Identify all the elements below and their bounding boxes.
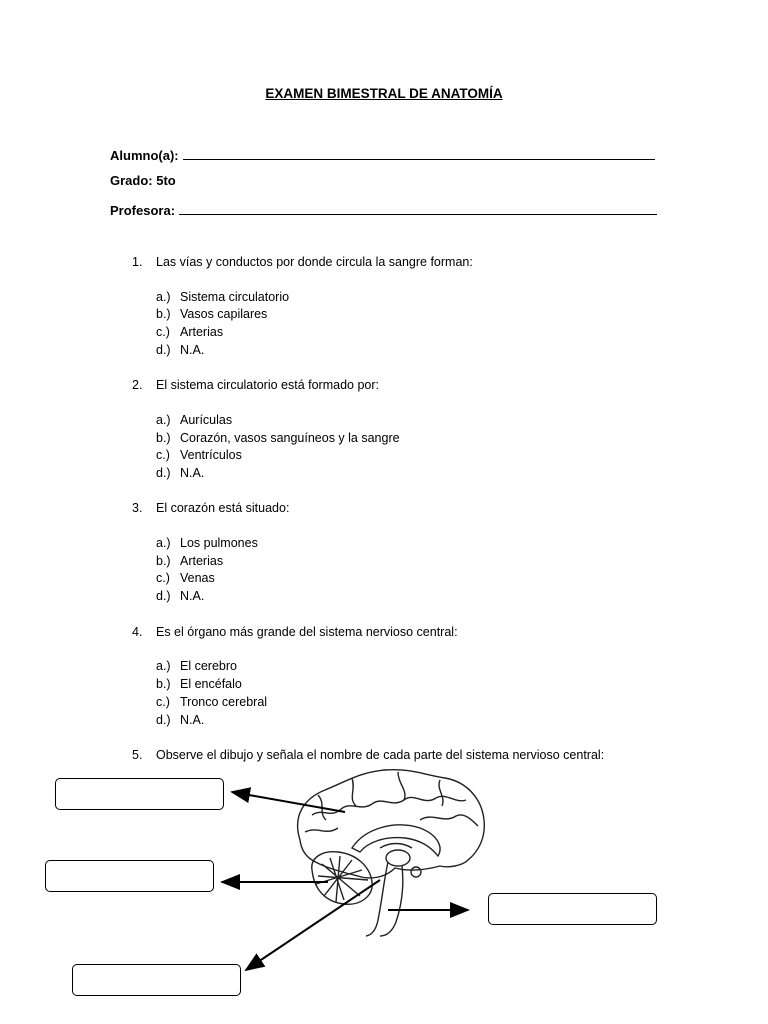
- option-letter: c.): [156, 325, 170, 339]
- option-text: Tronco cerebral: [180, 695, 268, 709]
- option-text: N.A.: [180, 343, 205, 357]
- option-text: Arterias: [180, 554, 224, 568]
- option-letter: d.): [156, 589, 171, 603]
- option-text: El cerebro: [180, 659, 237, 673]
- question-text: Es el órgano más grande del sistema nervioso central:: [156, 625, 458, 639]
- option-letter: d.): [156, 466, 171, 480]
- option-text: Corazón, vasos sanguíneos y la sangre: [180, 431, 400, 445]
- question-text: El corazón está situado:: [156, 501, 290, 515]
- option-text: Sistema circulatorio: [180, 290, 290, 304]
- option-letter: b.): [156, 554, 171, 568]
- option-letter: b.): [156, 677, 171, 691]
- question-text: Observe el dibujo y señala el nombre de cada parte del sistema nervioso central:: [156, 748, 605, 762]
- arrow-to-bottom-left-box: [246, 880, 380, 970]
- grado-label: Grado: 5to: [110, 173, 176, 188]
- option-text: Arterias: [180, 325, 224, 339]
- exam-title: EXAMEN BIMESTRAL DE ANATOMÍA: [265, 86, 503, 101]
- question-number: 5.: [132, 748, 143, 762]
- question-text: El sistema circulatorio está formado por:: [156, 378, 380, 392]
- question-text: Las vías y conductos por donde circula la sangre forman:: [156, 255, 473, 269]
- option-text: El encéfalo: [180, 677, 242, 691]
- alumno-label: Alumno(a):: [110, 148, 179, 163]
- option-text: Venas: [180, 571, 215, 585]
- option-letter: a.): [156, 413, 171, 427]
- option-text: N.A.: [180, 589, 205, 603]
- option-letter: c.): [156, 695, 170, 709]
- brain-drawing: [298, 770, 485, 936]
- question-number: 3.: [132, 501, 143, 515]
- option-letter: c.): [156, 571, 170, 585]
- option-text: Ventrículos: [180, 448, 242, 462]
- option-letter: a.): [156, 290, 171, 304]
- question-number: 4.: [132, 625, 143, 639]
- option-text: N.A.: [180, 713, 205, 727]
- option-letter: b.): [156, 431, 171, 445]
- option-text: Los pulmones: [180, 536, 258, 550]
- arrow-to-top-left-box: [232, 792, 345, 812]
- option-text: Aurículas: [180, 413, 233, 427]
- profesora-label: Profesora:: [110, 203, 176, 218]
- option-text: Vasos capilares: [180, 307, 268, 321]
- option-letter: a.): [156, 659, 171, 673]
- option-letter: b.): [156, 307, 171, 321]
- option-letter: a.): [156, 536, 171, 550]
- option-letter: d.): [156, 713, 171, 727]
- question-number: 1.: [132, 255, 143, 269]
- option-text: N.A.: [180, 466, 205, 480]
- question-number: 2.: [132, 378, 143, 392]
- option-letter: c.): [156, 448, 170, 462]
- option-letter: d.): [156, 343, 171, 357]
